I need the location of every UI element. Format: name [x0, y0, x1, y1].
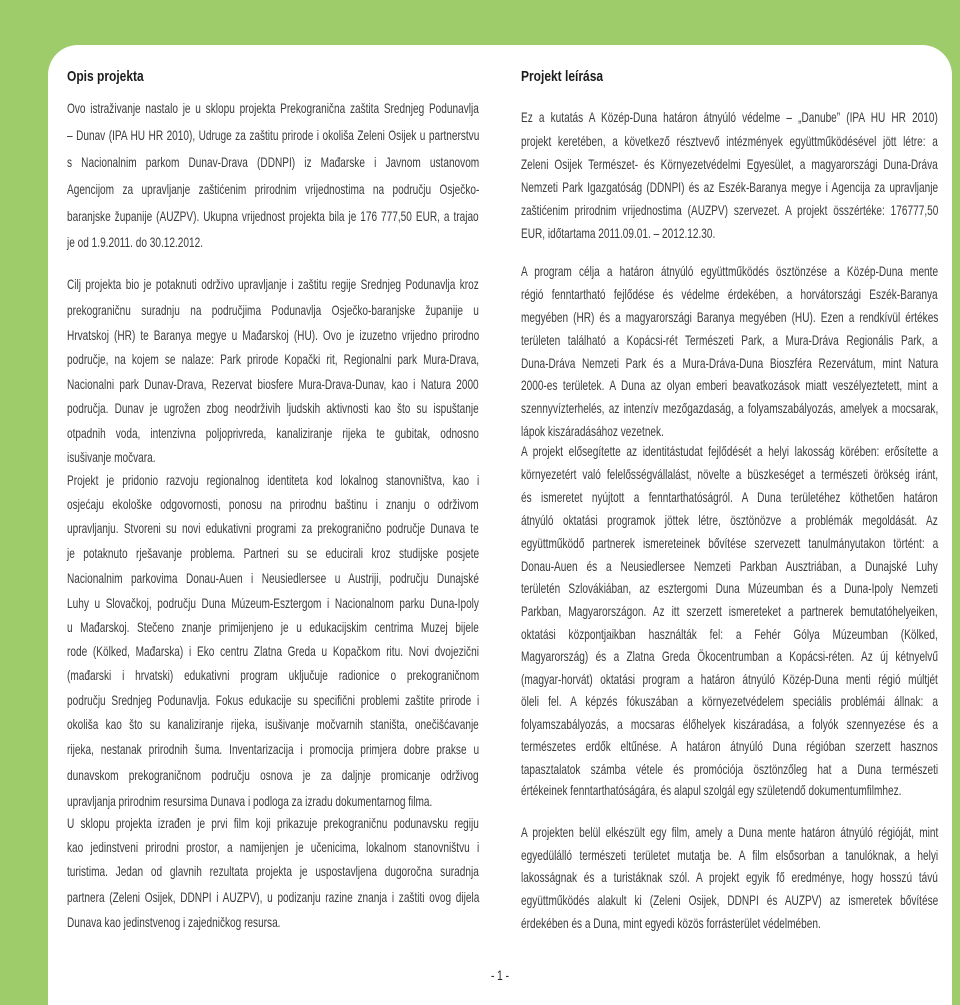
- text-line: Nacionalni park Dunav-Drava, Rezervat biosfere Mura-Drava-Dunav, kao i Natura 2000: [67, 376, 479, 392]
- text-line: Zeleni Osijek Természet- és Környezetvédelmi Egyesület, a magyarországi Duna-Dráva: [521, 156, 938, 172]
- text-line: okoliša kao što su kanaliziranje rijeka, isušivanje močvarnih staništa, onečišćavanje: [67, 716, 479, 732]
- text-line: értékeinek fenntarthatóságára, és alapul szolgál egy születendő dokumentumfilmhez.: [521, 782, 902, 798]
- text-line: upravljanja prirodnim resursima Dunava i podloga za izradu dokumentarnog filma.: [67, 793, 433, 809]
- text-line: je od 1.9.2011. do 30.12.2012.: [67, 234, 204, 250]
- left-column: [67, 0, 480, 1005]
- text-line: EUR, időtartama 2011.09.01. – 2012.12.30.: [521, 225, 716, 241]
- text-line: területén Szlovákiában, az esztergomi Duna Múzeumban és a Duna-Ipoly Nemzeti: [521, 580, 939, 596]
- text-line: otpadnih voda, intenzivna poljoprivreda, kanaliziranje rijeka te gubitak, odnosno: [67, 425, 479, 441]
- text-line: U sklopu projekta izrađen je prvi film koji prikazuje prekograničnu podunavsku regiju: [67, 815, 479, 831]
- text-line: prekograničnu suradnju na područjima Podunavlja Osječko-baranjske županije u: [67, 302, 479, 318]
- text-line: područje, na kojem se nalaze: Park prirode Kopački rit, Regionalni park Mura-Drava,: [67, 351, 480, 367]
- text-line: természetes erdők eltűnése. A határon átnyúló Duna régióban szerzett hasznos: [521, 738, 938, 754]
- text-line: isušivanje močvara.: [67, 449, 156, 465]
- text-line: szennyvízterhelés, az intenzív mezőgazdaság, a folyamszabályozás, amelyek a mocsarak,: [521, 400, 939, 416]
- text-line: A projekten belül elkészült egy film, amely a Duna mente határon átnyúló régióját, mint: [521, 824, 939, 840]
- text-line: Hrvatskoj (HR) te Baranya megye u Mađarskoj (HU). Ovo je izuzetno vrijedno prirodno: [67, 327, 480, 343]
- text-line: és ismeretet nyújtott a fenntarthatóságról. A Duna területéhez köthetően határon: [521, 489, 938, 505]
- text-line: folyamszabályozás, a mocsaras élőhelyek kiszáradása, a folyók szennyezése és a: [521, 716, 939, 732]
- text-line: (magyar-horvát) oktatási program a határon átnyúló Közép-Duna menti régió múltjét: [521, 671, 938, 687]
- text-line: Donau-Auen és a Neusiedlersee Nemzeti Parkban Ausztriában, a Dunajské Luhy: [521, 558, 938, 574]
- text-line: 2000-es területek. A Duna az olyan emberi beavatkozások miatt veszélyeztetett, mint a: [521, 377, 938, 393]
- text-line: átnyúló oktatási programok jöttek létre, ösztönözve a problémák megoldását. Az: [521, 512, 938, 528]
- text-line: baranjske županije (AUZPV). Ukupna vrijednost projekta bila je 176 777,50 EUR, a trajao: [67, 208, 479, 224]
- text-line: lakosságnak és a turistáknak szól. A projekt egyik fő eredménye, hogy hosszú távú: [521, 869, 938, 885]
- text-line: projekt keretében, a következő résztvevő intézmények együttműködésével jött létre: a: [521, 133, 938, 149]
- text-line: Parkban, Magyarországon. Az itt szerzett ismereteket a partnerek bemutatóhelyeiken,: [521, 603, 938, 619]
- text-line: Ez a kutatás A Közép-Duna határon átnyúló védelme – „Danube” (IPA HU HR 2010): [521, 109, 938, 125]
- text-line: környezetért való felelősségvállalást, növelte a büszkeséget a természeti örökség iránt,: [521, 466, 939, 482]
- text-line: (mađarski i hrvatski) edukativni program uključuje radionice o prekograničnom: [67, 667, 480, 683]
- text-line: kao jedinstveni prirodni prostor, a namijenjen je učenicima, lokalnom stanovništvu i: [67, 839, 480, 855]
- section-heading: Opis projekta: [67, 68, 144, 85]
- text-line: rode (Kölked, Mađarska) i Eko centru Zlatna Greda u Kopačkom ritu. Novi dvojezični: [67, 643, 479, 659]
- text-line: Luhy u Slovačkoj, području Duna Múzeum-Esztergom i Nacionalnom parku Duna-Ipoly: [67, 595, 479, 611]
- text-line: tapasztalatok számba vétele és promóciója ösztönzőleg hat a Duna természeti: [521, 761, 939, 777]
- text-line: Nacionalnim parkovima Donau-Auen i Neusiedlersee u Austriji, području Dunajské: [67, 570, 479, 586]
- text-line: lápok kiszáradásához vezetnek.: [521, 423, 664, 439]
- section-heading: Projekt leírása: [521, 68, 604, 85]
- text-line: Cilj projekta bio je potaknuti održivo upravljanje i zaštitu regije Srednjeg Podunavlja kroz: [67, 276, 479, 292]
- text-line: s Nacionalnim parkom Dunav-Drava (DDNPI) iz Mađarske i Javnom ustanovom: [67, 154, 480, 170]
- text-line: rijeka, nestanak prirodnih šuma. Inventarizacija i promocija primjera dobre prakse u: [67, 741, 480, 757]
- text-line: u Mađarskoj. Stečeno znanje primijenjeno je u edukacijskim centrima Muzej bijele: [67, 619, 479, 635]
- text-line: zaštićenim prirodnim vrijednostima (AUZPV) szervezet. A projekt összértéke: 176777,50: [521, 202, 939, 218]
- text-line: Duna-Dráva Nemzeti Park és a Mura-Dráva-Duna Bioszféra Rezervátum, mint Natura: [521, 355, 939, 371]
- page-number: - 1 -: [491, 967, 509, 983]
- right-column: [521, 0, 939, 1005]
- text-line: – Dunav (IPA HU HR 2010), Udruge za zaštitu prirode i okoliša Zeleni Osijek u partnerstvu: [67, 127, 480, 143]
- text-line: Magyarország) és a Zlatna Greda Ökocentrumban a Kopácsi-réten. Az új kétnyelvű: [521, 648, 938, 664]
- text-line: Ovo istraživanje nastalo je u sklopu projekta Prekogranična zaštita Srednjeg Podunavlja: [67, 100, 479, 116]
- text-line: régió fenntartható fejlődése és védelme érdekében, a horvátországi Eszék-Baranya: [521, 286, 938, 302]
- text-line: dunavskom prekograničnom području osnova je za daljnje promicanje održivog: [67, 767, 479, 783]
- text-line: együttműködő partnerek ismereteinek bővítése szervezett tanulmányutakon történt: a: [521, 535, 939, 551]
- text-line: Nemzeti Park Igazgatóság (DDNPI) és az Eszék-Baranya megye i Agencija za upravljanje: [521, 179, 939, 195]
- text-line: egyedülálló természeti területet mutatja be. A film elsősorban a tanulóknak, a helyi: [521, 847, 939, 863]
- text-line: A projekt elősegítette az identitástudat fejlődését a helyi lakosság körében: erősítette a: [521, 443, 939, 459]
- text-line: A program célja a határon átnyúló együttműködés ösztönzése a Közép-Duna mente: [521, 263, 939, 279]
- text-line: területen található a Kopácsi-rét Természeti Park, a Mura-Dráva Regionális Park, a: [521, 332, 938, 348]
- text-line: öleli fel. A képzés fókuszában a környezetvédelem speciális problémái állnak: a: [521, 693, 939, 709]
- text-line: osjećaju ekološke odgovornosti, ponosu na prirodnu baštinu i znanju o održivom: [67, 496, 479, 512]
- text-line: Agencijom za upravljanje zaštićenim prirodnim vrijednostima na području Osječko-: [67, 181, 480, 197]
- text-line: Dunava kao jedinstvenog i zajedničkog resursa.: [67, 914, 281, 930]
- text-line: upravljanju. Stvoreni su novi edukativni programi za prekogranično područje Dunava te: [67, 520, 479, 536]
- text-line: partnera (Zeleni Osijek, DDNPI i AUZPV), u podizanju razine znanja i zaštiti ovog dijela: [67, 889, 480, 905]
- text-line: Projekt je pridonio razvoju regionalnog identiteta kod lokalnog stanovništva, kao i: [67, 472, 480, 488]
- text-line: je potaknuto rješavanje problema. Partneri su se educirali kroz studijske posjete: [67, 545, 480, 561]
- text-line: oktatási központjaikban használták fel: a Fehér Gólya Múzeumban (Kölked,: [521, 626, 938, 642]
- text-line: érdekében és a Duna, mint egyedi közös forrásterület védelmében.: [521, 915, 821, 931]
- text-line: području Srednjeg Podunavlja. Fokus edukacije su specifični problemi zaštite prirode i: [67, 692, 480, 708]
- text-line: megyében (HR) és a magyarországi Baranya megyében (HU). Ezen a rendkívül értékes: [521, 309, 939, 325]
- text-line: područja. Dunav je ugrožen zbog neodrživih ljudskih aktivnosti kao što su ispuštanje: [67, 400, 479, 416]
- text-line: turistima. Jedan od glavnih rezultata projekta je uspostavljena dugoročna suradnja: [67, 863, 479, 879]
- text-line: együttműködés alakult ki (Zeleni Osijek, DDNPI és AUZPV) az ismeretek bővítése: [521, 892, 939, 908]
